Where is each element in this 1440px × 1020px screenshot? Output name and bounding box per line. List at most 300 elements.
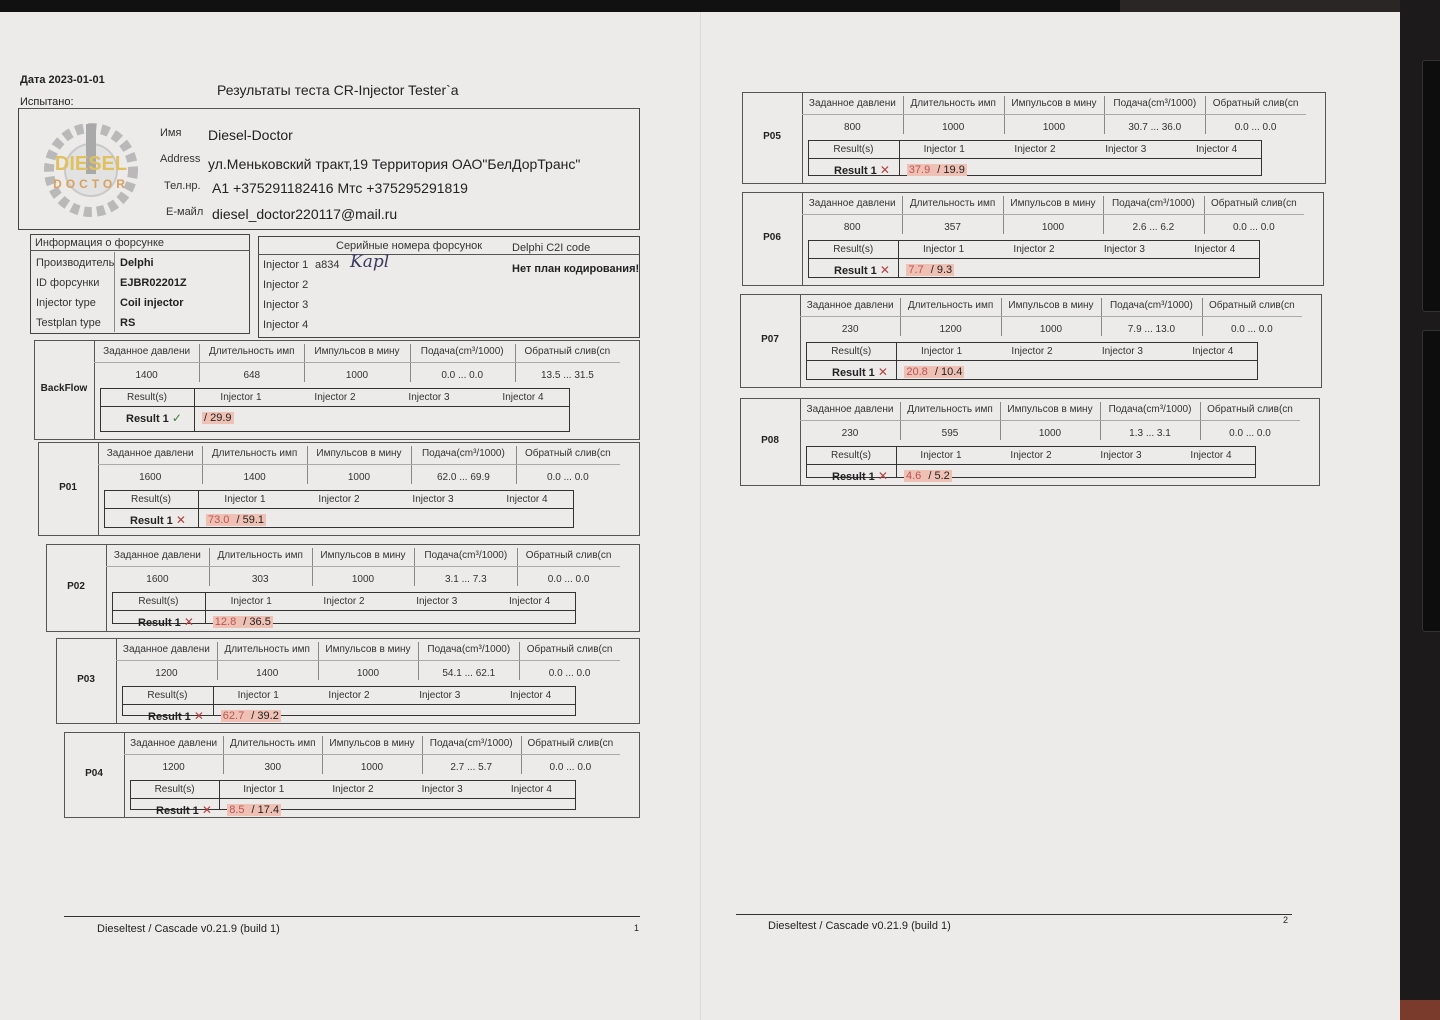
param-value: 1200 (939, 324, 962, 335)
divider (1101, 298, 1102, 336)
slash: / (928, 470, 932, 482)
param-header: Заданное давлени (806, 300, 894, 311)
divider (1103, 196, 1104, 234)
result-header: Result(s) (830, 450, 871, 461)
divider (258, 254, 640, 255)
cross-icon: ✕ (175, 513, 186, 527)
result-header: Injector 2 (1011, 346, 1053, 357)
injector-1-backflow: 5.2 (934, 470, 950, 482)
result-header: Injector 3 (421, 784, 463, 795)
divider (106, 566, 620, 567)
test-section-p05 (742, 92, 1326, 184)
result-header: Injector 4 (506, 494, 548, 505)
footer-line-left (64, 916, 640, 917)
param-header: Длительность имп (910, 98, 996, 109)
param-value: 230 (841, 428, 859, 439)
divider (515, 344, 516, 382)
param-value: 3.1 ... 7.3 (444, 574, 487, 585)
page-divider (700, 12, 701, 1020)
result-title (832, 365, 888, 379)
info-label-id: ID форсунки (36, 277, 100, 289)
result-header: Injector 1 (243, 784, 285, 795)
divider (899, 140, 900, 176)
result-values (221, 710, 281, 722)
divider (312, 548, 313, 586)
test-section-backflow (34, 340, 640, 440)
serials-title: Серийные номера форсунок (336, 240, 483, 252)
divider (213, 686, 214, 716)
injector-1-flow: 73.0 (208, 514, 230, 526)
result-header: Injector 1 (920, 450, 962, 461)
divider (219, 780, 220, 810)
result-separator (930, 366, 965, 378)
divider (517, 548, 518, 586)
result-label: Result 1 (138, 617, 181, 629)
result-header: Injector 3 (1103, 244, 1145, 255)
param-header: Обратный слив(cn (1207, 404, 1293, 415)
test-section-p03 (56, 638, 640, 724)
param-value: 1200 (155, 668, 178, 679)
divider (808, 258, 1260, 259)
result-header: Injector 2 (332, 784, 374, 795)
injector-1-backflow: 29.9 (210, 412, 232, 424)
result-header: Result(s) (831, 346, 872, 357)
result-separator (246, 804, 281, 816)
param-value: 1000 (351, 574, 375, 585)
param-header: Длительность имп (907, 404, 993, 415)
serial-label-1: Injector 1 (263, 259, 309, 271)
result-separator (246, 710, 281, 722)
result-values (904, 366, 964, 378)
param-header: Обратный слив(cn (1212, 98, 1299, 109)
divider (112, 610, 576, 611)
param-header: Импульсов в мину (325, 644, 411, 655)
slash: / (937, 164, 941, 176)
param-value: 0.0 ... 0.0 (1232, 222, 1275, 233)
param-value: 300 (264, 762, 282, 773)
param-value: 1400 (243, 472, 266, 483)
param-value: 1200 (162, 762, 185, 773)
footer-right-page: 2 (1283, 915, 1289, 925)
result-values (906, 264, 954, 276)
divider (98, 464, 620, 465)
info-label-manufacturer: Производитель (36, 257, 115, 269)
param-value: 1000 (347, 472, 371, 483)
footer-line-right (736, 914, 1292, 915)
param-header: Подача(cm³/1000) (424, 550, 508, 561)
cross-icon: ✕ (877, 365, 888, 379)
param-value: 1400 (256, 668, 279, 679)
param-value: 1000 (1038, 428, 1062, 439)
divider (202, 446, 203, 484)
result-header: Injector 4 (510, 784, 552, 795)
slash: / (930, 264, 934, 276)
result-label: Result 1 (156, 805, 199, 817)
result-separator (202, 412, 234, 424)
divider (896, 342, 897, 380)
result-values (202, 412, 234, 424)
param-header: Обратный слив(cn (527, 738, 614, 749)
result-header: Injector 2 (328, 690, 370, 701)
result-label: Result 1 (148, 711, 191, 723)
result-header: Result(s) (147, 690, 188, 701)
result-header: Injector 2 (318, 494, 360, 505)
divider (422, 736, 423, 774)
info-value-manufacturer: Delphi (120, 257, 154, 269)
test-name: P08 (761, 435, 779, 446)
slash: / (204, 412, 208, 424)
param-value: 0.0 ... 0.0 (549, 762, 592, 773)
param-header: Длительность имп (211, 448, 298, 459)
param-value: 7.9 ... 13.0 (1127, 324, 1176, 335)
cross-icon: ✕ (879, 163, 890, 177)
test-section-p07 (740, 294, 1322, 388)
result-header: Injector 3 (408, 392, 450, 403)
divider (418, 642, 419, 680)
result-values (907, 164, 967, 176)
name-label: Имя (160, 127, 182, 139)
footer-right-text: Dieseltest / Cascade v0.21.9 (build 1) (768, 920, 951, 932)
result-label: Result 1 (832, 471, 875, 483)
address-label: Address (160, 153, 201, 165)
divider (198, 490, 199, 528)
result-header: Injector 1 (237, 690, 279, 701)
injector-1-backflow: 19.9 (943, 164, 965, 176)
serial-value-1: a834 (315, 259, 340, 271)
param-header: Заданное давлени (130, 738, 218, 749)
result-header: Injector 1 (224, 494, 266, 505)
result-header: Injector 3 (1100, 450, 1142, 461)
result-title (138, 615, 194, 629)
divider (304, 344, 305, 382)
param-header: Заданное давлени (808, 98, 896, 109)
injector-1-backflow: 59.1 (242, 514, 265, 526)
param-value: 1000 (1042, 122, 1066, 133)
injector-1-flow: 62.7 (222, 710, 245, 722)
result-header: Injector 2 (314, 392, 356, 403)
divider (414, 548, 415, 586)
cross-icon: ✕ (877, 469, 888, 483)
serial-label-3: Injector 3 (263, 299, 309, 311)
result-title (148, 709, 204, 723)
result-header: Result(s) (833, 144, 874, 155)
divider (322, 736, 323, 774)
result-values (227, 804, 281, 816)
test-name: P01 (59, 482, 77, 493)
param-header: Обратный слив(cn (1210, 198, 1297, 209)
param-header: Подача(cm³/1000) (1109, 300, 1193, 311)
divider (1204, 196, 1205, 234)
param-value: 0.0 ... 0.0 (1229, 428, 1271, 439)
divider (94, 362, 620, 363)
divider (116, 660, 620, 661)
divider (100, 406, 570, 407)
param-value: 303 (251, 574, 269, 585)
param-value: 1000 (942, 122, 965, 133)
divider (519, 642, 520, 680)
test-name: P02 (67, 581, 85, 592)
slash: / (236, 514, 240, 526)
param-header: Подача(cm³/1000) (1113, 98, 1197, 109)
logo-text-top: DIESEL (54, 153, 128, 175)
divider (800, 316, 1302, 317)
param-header: Обратный слив(cn (525, 550, 612, 561)
result-header: Injector 3 (416, 596, 458, 607)
injector-1-flow: 12.8 (214, 616, 237, 628)
injector-1-backflow: 10.4 (941, 366, 963, 378)
result-header: Injector 4 (502, 392, 544, 403)
info-value-testplan: RS (120, 317, 136, 329)
result-header: Injector 4 (1194, 244, 1236, 255)
result-header: Injector 2 (1014, 144, 1056, 155)
divider (1202, 298, 1203, 336)
param-value: 0.0 ... 0.0 (441, 370, 484, 381)
cross-icon: ✕ (201, 803, 212, 817)
result-header: Injector 4 (1190, 450, 1232, 461)
injector-1-backflow: 9.3 (936, 264, 953, 276)
injector-info-title: Информация о форсунке (35, 237, 164, 249)
result-header: Result(s) (138, 596, 179, 607)
result-separator (238, 616, 273, 628)
serial-label-2: Injector 2 (263, 279, 309, 291)
param-header: Импульсов в мину (1007, 404, 1093, 415)
param-value: 648 (243, 370, 261, 381)
result-title (834, 263, 890, 277)
report-date: Дата 2023-01-01 (20, 74, 105, 86)
diesel-doctor-logo (22, 118, 160, 222)
param-value: 1000 (345, 370, 369, 381)
param-header: Подача(cm³/1000) (427, 644, 511, 655)
divider (902, 196, 903, 234)
divider (898, 240, 899, 278)
result-values (213, 616, 273, 628)
param-value: 0.0 ... 0.0 (1234, 122, 1277, 133)
divider (122, 704, 576, 705)
injector-1-flow: 4.6 (906, 470, 922, 482)
test-name: P05 (763, 131, 781, 142)
param-header: Импульсов в мину (1010, 198, 1096, 209)
param-value: 0.0 ... 0.0 (547, 574, 590, 585)
divider (130, 798, 576, 799)
divider (199, 344, 200, 382)
param-value: 0.0 ... 0.0 (1230, 324, 1273, 335)
divider (1100, 402, 1101, 440)
divider (1003, 196, 1004, 234)
param-header: Импульсов в мину (316, 448, 402, 459)
divider (307, 446, 308, 484)
result-title (832, 469, 888, 483)
param-value: 2.6 ... 6.2 (1132, 222, 1175, 233)
divider (1104, 96, 1105, 134)
param-header: Обратный слив(cn (1208, 300, 1295, 311)
handwritten-note: Kapl (350, 252, 390, 272)
result-label: Result 1 (834, 165, 877, 177)
divider (802, 214, 1304, 215)
result-header: Injector 3 (1105, 144, 1147, 155)
divider (194, 388, 195, 432)
param-value: 0.0 ... 0.0 (546, 472, 589, 483)
result-title (156, 803, 212, 817)
param-value: 357 (944, 222, 961, 233)
tested-label: Испытано: (20, 96, 74, 108)
param-header: Заданное давлени (103, 346, 191, 357)
phone-label: Тел.нр. (164, 180, 201, 192)
param-header: Импульсов в мину (329, 738, 415, 749)
param-header: Заданное давлени (122, 644, 210, 655)
injector-1-flow: 20.8 (906, 366, 928, 378)
result-title (126, 411, 182, 425)
divider (802, 114, 1306, 115)
result-header: Injector 4 (509, 596, 551, 607)
param-value: 1400 (135, 370, 158, 381)
param-value: 1000 (1041, 222, 1065, 233)
param-value: 30.7 ... 36.0 (1128, 122, 1182, 133)
param-header: Заданное давлени (806, 404, 894, 415)
divider (1001, 298, 1002, 336)
result-label: Result 1 (130, 515, 173, 527)
info-label-type: Injector type (36, 297, 96, 309)
injector-1-backflow: 17.4 (257, 804, 280, 816)
test-section-p06 (742, 192, 1324, 286)
result-header: Injector 4 (510, 690, 552, 701)
result-title (834, 163, 890, 177)
info-value-id: EJBR02201Z (120, 277, 187, 289)
param-value: 2.7 ... 5.7 (450, 762, 493, 773)
result-header: Injector 1 (230, 596, 272, 607)
result-header: Injector 1 (923, 144, 965, 155)
result-header: Result(s) (154, 784, 195, 795)
info-value-type: Coil injector (120, 297, 184, 309)
result-header: Injector 4 (1196, 144, 1238, 155)
company-email: diesel_doctor220117@mail.ru (212, 206, 398, 222)
test-name: P04 (85, 768, 103, 779)
param-header: Длительность имп (907, 300, 994, 311)
param-header: Импульсов в мину (1011, 98, 1097, 109)
cross-icon: ✕ (183, 615, 194, 629)
result-header: Injector 2 (323, 596, 365, 607)
email-label: E-майл (166, 206, 204, 218)
divider (411, 446, 412, 484)
divider (124, 754, 620, 755)
result-separator (923, 470, 951, 482)
company-name: Diesel-Doctor (208, 127, 293, 143)
param-header: Подача(cm³/1000) (1108, 404, 1192, 415)
result-header: Injector 2 (1013, 244, 1055, 255)
param-header: Длительность имп (209, 346, 295, 357)
divider (1000, 402, 1001, 440)
divider (900, 402, 901, 440)
test-name: P07 (761, 334, 779, 345)
param-header: Длительность имп (909, 198, 996, 209)
cross-icon: ✕ (193, 709, 204, 723)
divider (1004, 96, 1005, 134)
param-header: Заданное давлени (106, 448, 194, 459)
param-value: 1000 (1039, 324, 1063, 335)
result-header: Result(s) (130, 494, 171, 505)
param-value: 1600 (146, 574, 169, 585)
param-value: 1.3 ... 3.1 (1129, 428, 1171, 439)
test-section-p04 (64, 732, 640, 818)
slash: / (251, 710, 255, 722)
divider (205, 592, 206, 624)
result-values (206, 514, 266, 526)
param-header: Подача(cm³/1000) (1111, 198, 1195, 209)
param-header: Обратный слив(cn (526, 644, 613, 655)
param-header: Подача(cm³/1000) (421, 448, 505, 459)
footer-left-page: 1 (634, 923, 640, 933)
divider (903, 96, 904, 134)
result-header: Injector 4 (1192, 346, 1234, 357)
param-value: 800 (844, 122, 861, 133)
divider (318, 642, 319, 680)
keyboard-key (1422, 60, 1440, 312)
result-header: Injector 1 (921, 346, 963, 357)
injector-1-flow: 8.5 (229, 804, 245, 816)
cross-icon: ✕ (879, 263, 890, 277)
param-header: Импульсов в мину (320, 550, 406, 561)
injector-1-backflow: 36.5 (249, 616, 271, 628)
injector-1-flow: 37.9 (908, 164, 931, 176)
injector-1-flow: 7.7 (908, 264, 924, 276)
param-value: 54.1 ... 62.1 (442, 668, 496, 679)
result-header: Injector 2 (1010, 450, 1052, 461)
param-value: 1000 (356, 668, 380, 679)
footer-left-text: Dieseltest / Cascade v0.21.9 (build 1) (97, 923, 280, 935)
result-label: Result 1 (834, 265, 877, 277)
test-section-p02 (46, 544, 640, 632)
divider (800, 420, 1300, 421)
param-header: Подача(cm³/1000) (420, 346, 504, 357)
result-header: Injector 3 (412, 494, 454, 505)
divider (217, 642, 218, 680)
test-name: P03 (77, 674, 95, 685)
check-icon: ✓ (171, 411, 182, 425)
result-header: Injector 1 (923, 244, 965, 255)
divider (223, 736, 224, 774)
param-value: 0.0 ... 0.0 (548, 668, 591, 679)
code-title: Delphi C2I code (512, 242, 591, 254)
divider (806, 360, 1258, 361)
result-label: Result 1 (832, 367, 875, 379)
divider (808, 158, 1262, 159)
result-separator (231, 514, 266, 526)
param-header: Длительность имп (224, 644, 310, 655)
param-header: Подача(cm³/1000) (429, 738, 513, 749)
param-header: Импульсов в мину (314, 346, 400, 357)
param-value: 595 (941, 428, 959, 439)
serial-label-4: Injector 4 (263, 319, 309, 331)
param-header: Обратный слив(cn (524, 346, 611, 357)
param-header: Длительность имп (217, 550, 303, 561)
company-phone: A1 +375291182416 Мтс +375295291819 (212, 180, 468, 196)
divider (1205, 96, 1206, 134)
divider (521, 736, 522, 774)
injector-1-backflow: 39.2 (257, 710, 279, 722)
result-header: Result(s) (126, 392, 167, 403)
result-title (130, 513, 186, 527)
divider (1200, 402, 1201, 440)
report-title: Результаты теста CR-Injector Tester`a (217, 82, 459, 98)
param-value: 1600 (139, 472, 162, 483)
slash: / (251, 804, 255, 816)
slash: / (934, 366, 938, 378)
keyboard-key (1422, 330, 1440, 632)
test-section-p01 (38, 442, 640, 536)
divider (209, 548, 210, 586)
divider (30, 250, 250, 251)
param-value: 13.5 ... 31.5 (540, 370, 594, 381)
divider (900, 298, 901, 336)
